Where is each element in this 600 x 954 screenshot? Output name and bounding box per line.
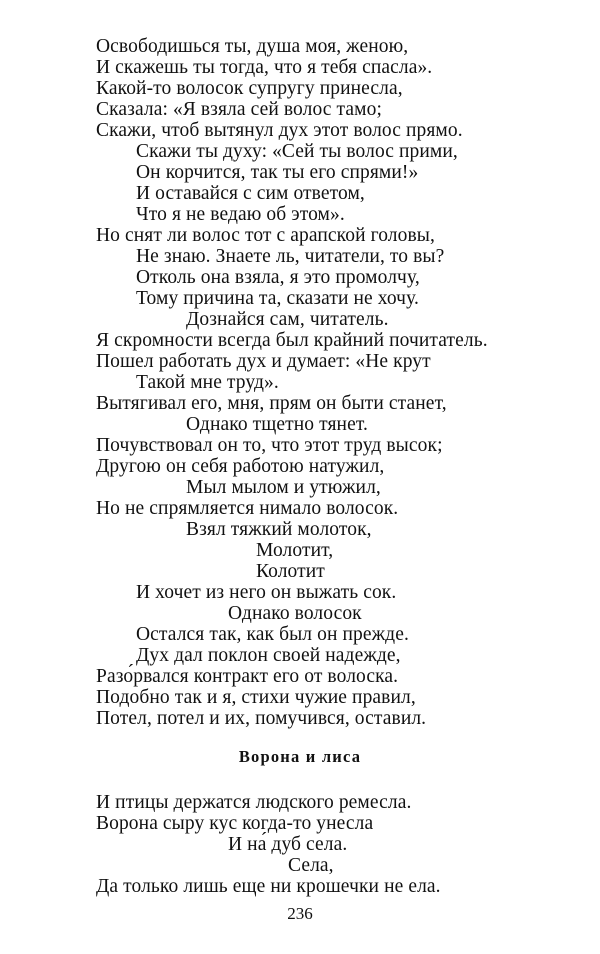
poem-line: Ворона сыру кус когда-то унесла (96, 813, 374, 834)
poem-line: Однако тщетно тянет. (186, 414, 368, 435)
poem-line: Тому причина та, сказати не хочу. (136, 288, 419, 309)
poem-line: Однако волосок (228, 603, 362, 624)
poem-line: И оставайся с сим ответом, (136, 183, 365, 204)
poem-line: Скажи, чтоб вытянул дух этот волос прямо. (96, 120, 463, 141)
poem-line: Отколь она взяла, я это промолчу, (136, 267, 420, 288)
poem-line: Разо́рвался контракт его от волоска. (96, 666, 399, 687)
poem-line: Остался так, как был он прежде. (136, 624, 409, 645)
poem-line: И на́ дуб села. (228, 834, 348, 855)
poem-line: Другою он себя работою натужил, (96, 456, 385, 477)
poem-line: Взял тяжкий молоток, (186, 519, 372, 540)
poem-line: Дознайся сам, читатель. (186, 309, 389, 330)
poem-line: Потел, потел и их, помучився, оставил. (96, 708, 427, 729)
poem-line: Какой-то волосок супругу принесла, (96, 78, 403, 99)
poem-line: Сказала: «Я взяла сей волос тамо; (96, 99, 382, 120)
poem-line: Да только лишь еще ни крошечки не ела. (96, 876, 441, 897)
poem-line: И скажешь ты тогда, что я тебя спасла». (96, 57, 433, 78)
poem-line: Не знаю. Знаете ль, читатели, то вы? (136, 246, 445, 267)
page-number: 236 (287, 904, 313, 923)
poem-line: Колотит (256, 561, 325, 582)
poem-line: Я скромности всегда был крайний почитатель. (96, 330, 488, 351)
poem-line: И птицы держатся людского ремесла. (96, 792, 412, 813)
poem-line: И хочет из него он выжать сок. (136, 582, 397, 603)
poem-line: Пошел работать дух и думает: «Не крут (96, 351, 431, 372)
poem-line: Села, (288, 855, 334, 876)
poem-line: Дух дал поклон своей надежде, (136, 645, 401, 666)
poem-line: Мыл мылом и утюжил, (186, 477, 381, 498)
poem-line: Вытягивал его, мня, прям он быти станет, (96, 393, 447, 414)
poem-line: Такой мне труд». (136, 372, 279, 393)
poem-line: Но не спрямляется нимало волосок. (96, 498, 399, 519)
poem-line: Почувствовал он то, что этот труд высок; (96, 435, 443, 456)
poem-line: Скажи ты духу: «Сей ты волос прими, (136, 141, 458, 162)
poem-title: Ворона и лиса (238, 747, 362, 766)
poem-line: Он корчится, так ты его спрями!» (136, 162, 419, 183)
poem-line: Молотит, (256, 540, 334, 561)
poem-line: Подобно так и я, стихи чужие правил, (96, 687, 416, 708)
poem-line: Что я не ведаю об этом». (136, 204, 345, 225)
poem-line: Освободишься ты, душа моя, женою, (96, 36, 409, 57)
poem-line: Но снят ли волос тот с арапской головы, (96, 225, 435, 246)
